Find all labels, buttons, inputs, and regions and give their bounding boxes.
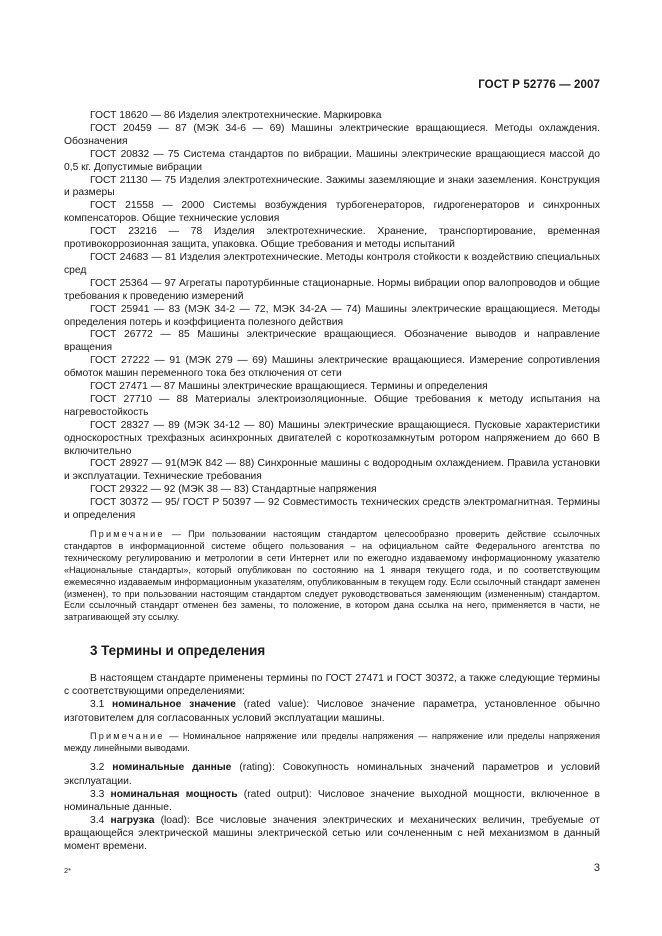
- term-3-1: [64, 698, 600, 724]
- note-text: — Номинальное напряжение или пределы напряжения — напряжение или пределы напряжения между линейными выводами.: [64, 730, 600, 753]
- term-name: нагрузка: [110, 814, 155, 826]
- reference-item: ГОСТ 21558 — 2000 Системы возбуждения турбогенераторов, гидрогенераторов и синхронных компенсаторов. Общие технические условия: [64, 200, 600, 225]
- reference-item: ГОСТ 25364 — 97 Агрегаты паротурбинные стационарные. Нормы вибрации опор валопроводов и общие требования к проведению измерений: [64, 277, 600, 302]
- references-note: [64, 529, 600, 624]
- term-definition: (rating): Совокупность номинальных значений параметров и условий эксплуатации.: [64, 762, 600, 787]
- term-name: номинальная мощность: [110, 788, 238, 800]
- term-name: номинальные данные: [112, 762, 232, 774]
- term-3-3: [64, 788, 600, 814]
- page-content: [64, 110, 600, 853]
- note-label: Примечание: [90, 529, 165, 539]
- reference-item: ГОСТ 27710 — 88 Материалы электроизоляционные. Общие требования к методу испытания на нагревостойкость: [64, 393, 600, 418]
- term-definition: (rated output): Числовое значение выходной мощности, включенное в номинальные данные.: [64, 788, 600, 813]
- section-title: 3 Термины и определения: [90, 643, 266, 659]
- normative-references-list: [64, 110, 600, 523]
- page-number: 3: [593, 862, 600, 874]
- reference-item: ГОСТ 27471 — 87 Машины электрические вращающиеся. Термины и определения: [90, 381, 488, 393]
- sheet-mark: 2*: [64, 866, 72, 875]
- term-3-4: [64, 814, 600, 853]
- term-number: 3.3: [90, 788, 111, 800]
- reference-item: ГОСТ 24683 — 81 Изделия электротехнические. Методы контроля стойкости к воздействию специальных сред: [64, 251, 600, 276]
- term-definition: (rated value): Числовое значение параметра, установленное обычно изготовителем для согласованных условий эксплуатации машины.: [64, 699, 600, 724]
- reference-item: ГОСТ 26772 — 85 Машины электрические вращающиеся. Обозначение выводов и направление вращения: [64, 329, 600, 354]
- note-text: — При пользовании настоящим стандартом целесообразно проверить действие ссылочных стандартов в информационной системе общего пользования – на официальном сайте Федерального агентства по техническому регулированию и метрологии в сети Интернет или по ежегодно издаваемому информационному указателю «Национальные стандарты», который опубликован по состоянию на 1 января текущего года, и по соответствующим ежемесячно издаваемым информационным указателям, опубликованным в текущем году. Если ссылочный стандарт заменен (изменен), то при пользовании настоящим стандартом следует руководствоваться заменяющим (измененным) стандартом. Если ссылочный стандарт отменен без замены, то положение, в котором дана ссылка на него, применяется в части, не затрагивающей эту ссылку.: [64, 529, 600, 623]
- reference-item: ГОСТ 20832 — 75 Система стандартов по вибрации. Машины электрические вращающиеся массой до 0,5 кг. Допустимые вибрации: [64, 148, 600, 173]
- term-3-2: [64, 761, 600, 787]
- term-note: [64, 731, 600, 755]
- reference-item: ГОСТ 28327 — 89 (МЭК 34-12 — 80) Машины электрические вращающиеся. Пусковые характеристики односкоростных трехфазных асинхронных двигателей с короткозамкнутым ротором напряжением до 660 В включительно: [64, 419, 600, 457]
- note-label: Примечание: [90, 730, 165, 741]
- reference-item: ГОСТ 28927 — 91(МЭК 842 — 88) Синхронные машины с водородным охлаждением. Правила установки и эксплуатации. Технические требования: [64, 458, 600, 483]
- reference-item: ГОСТ 27222 — 91 (МЭК 279 — 69) Машины электрические вращающиеся. Измерение сопротивления обмоток машин переменного тока без отключения от сети: [64, 355, 600, 380]
- reference-item: ГОСТ 23216 — 78 Изделия электротехнические. Хранение, транспортирование, временная противокоррозионная защита, упаковка. Общие требования и методы испытаний: [64, 226, 600, 251]
- reference-item: ГОСТ 30372 — 95/ ГОСТ Р 50397 — 92 Совместимость технических средств электромагнитная. Термины и определения: [64, 497, 600, 522]
- term-number: 3.1: [90, 699, 113, 711]
- term-name: номинальное значение: [112, 699, 236, 711]
- term-number: 3.2: [90, 762, 113, 774]
- section-3-body: [64, 672, 600, 853]
- term-definition: (load): Все числовые значения электрических и механических величин, требуемые от вращающейся электрической машины электрической сетью или сочлененным с ней механизмом в данный момент времени.: [64, 814, 600, 852]
- document-code: ГОСТ Р 52776 — 2007: [478, 79, 600, 91]
- reference-item: ГОСТ 20459 — 87 (МЭК 34-6 — 69) Машины электрические вращающиеся. Методы охлаждения. Обозначения: [64, 122, 600, 147]
- reference-item: ГОСТ 21130 — 75 Изделия электротехнические. Зажимы заземляющие и знаки заземления. Конструкция и размеры: [64, 174, 600, 199]
- section-intro: В настоящем стандарте применены термины по ГОСТ 27471 и ГОСТ 30372, а также следующие термины с соответствующими определениями:: [64, 673, 600, 698]
- term-number: 3.4: [90, 814, 111, 826]
- reference-item: ГОСТ 29322 — 92 (МЭК 38 — 83) Стандартные напряжения: [90, 484, 377, 496]
- reference-item: ГОСТ 25941 — 83 (МЭК 34-2 — 72, МЭК 34-2А — 74) Машины электрические вращающиеся. Методы определения потерь и коэффициента полезного действия: [64, 303, 600, 328]
- reference-item: ГОСТ 18620 — 86 Изделия электротехнические. Маркировка: [90, 110, 382, 121]
